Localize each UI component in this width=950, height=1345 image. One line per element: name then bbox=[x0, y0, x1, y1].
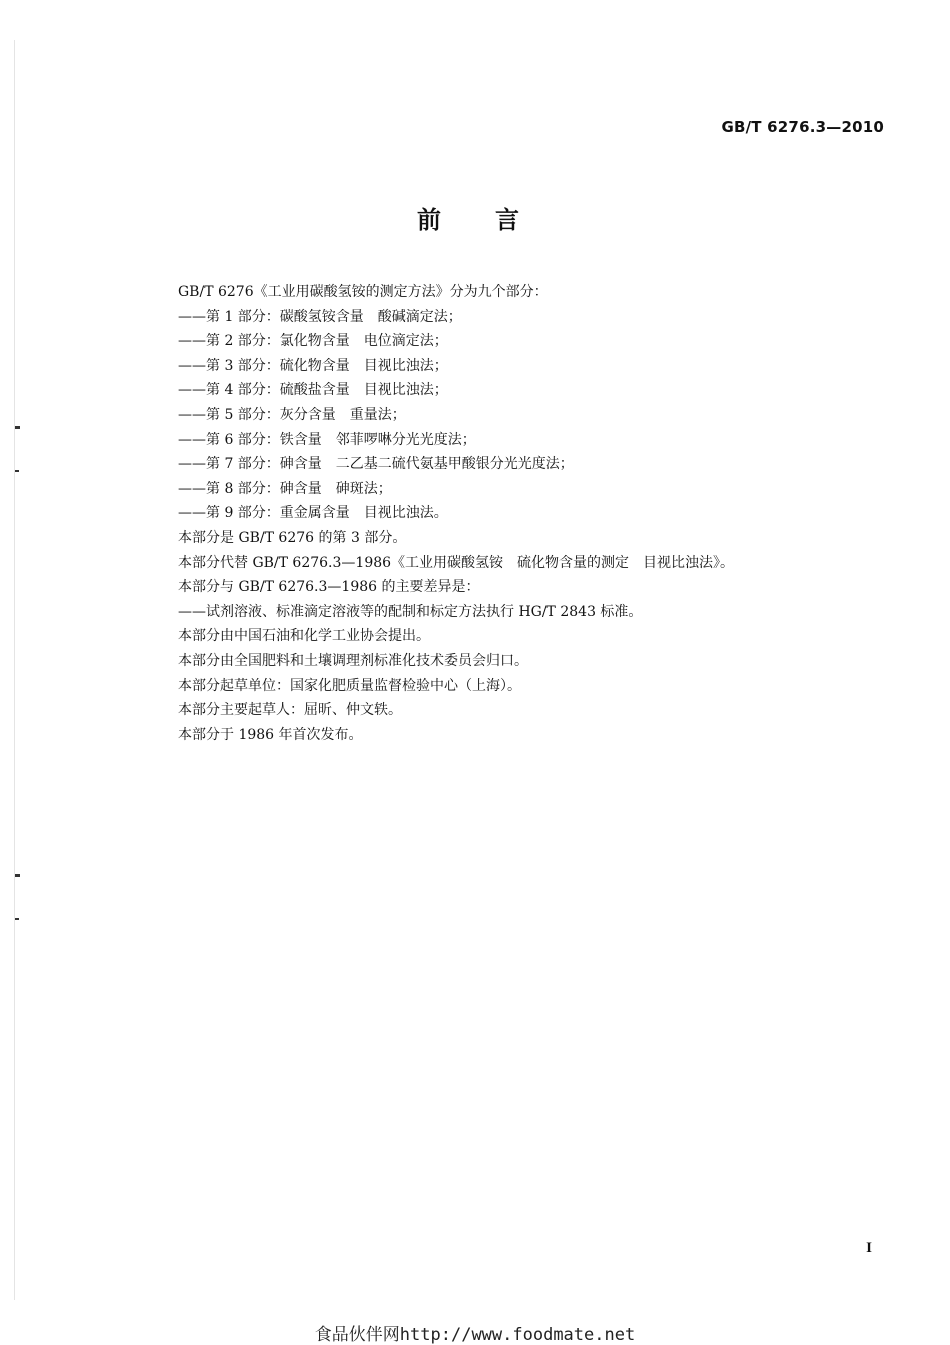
body-line: ——第 6 部分：铁含量 邻菲啰啉分光光度法； bbox=[178, 431, 476, 448]
body-line: GB/T 6276《工业用碳酸氢铵的测定方法》分为九个部分： bbox=[178, 284, 548, 300]
body-line: ——第 4 部分：硫酸盐含量 目视比浊法； bbox=[178, 382, 448, 399]
body-line: 本部分由中国石油和化学工业协会提出。 bbox=[178, 628, 430, 645]
body-line: 本部分是 GB/T 6276 的第 3 部分。 bbox=[178, 529, 407, 546]
body-line: 本部分由全国肥料和土壤调理剂标准化技术委员会归口。 bbox=[178, 652, 528, 669]
body-line: ——第 3 部分：硫化物含量 目视比浊法； bbox=[178, 357, 448, 374]
scan-mark bbox=[15, 874, 20, 877]
scan-mark bbox=[15, 426, 20, 429]
body-line: ——第 2 部分：氯化物含量 电位滴定法； bbox=[178, 333, 448, 350]
body-line: 本部分于 1986 年首次发布。 bbox=[178, 726, 363, 743]
page-number: I bbox=[866, 1240, 872, 1256]
body-line: 本部分起草单位：国家化肥质量监督检验中心（上海）。 bbox=[178, 677, 521, 694]
body-line: ——第 7 部分：砷含量 二乙基二硫代氨基甲酸银分光光度法； bbox=[178, 456, 574, 473]
body-line: ——第 9 部分：重金属含量 目视比浊法。 bbox=[178, 505, 448, 522]
page-title: 前言 bbox=[417, 206, 573, 234]
body-line: ——试剂溶液、标准滴定溶液等的配制和标定方法执行 HG/T 2843 标准。 bbox=[178, 603, 643, 620]
scan-mark bbox=[15, 470, 19, 472]
body-line: ——第 5 部分：灰分含量 重量法； bbox=[178, 406, 406, 423]
body-line: ——第 8 部分：砷含量 砷斑法； bbox=[178, 480, 392, 497]
body-line: 本部分主要起草人：屈昕、仲文轶。 bbox=[178, 702, 402, 719]
scan-mark bbox=[15, 918, 19, 920]
foreword-body bbox=[178, 280, 878, 747]
body-line: 本部分代替 GB/T 6276.3—1986《工业用碳酸氢铵 硫化物含量的测定 目视比浊法》。 bbox=[178, 554, 735, 571]
body-line: 本部分与 GB/T 6276.3—1986 的主要差异是： bbox=[178, 579, 480, 596]
body-line: ——第 1 部分：碳酸氢铵含量 酸碱滴定法； bbox=[178, 308, 462, 325]
standard-number: GB/T 6276.3—2010 bbox=[721, 118, 884, 136]
footer-watermark-link[interactable]: 食品伙伴网http://www.foodmate.net bbox=[314, 1325, 636, 1345]
